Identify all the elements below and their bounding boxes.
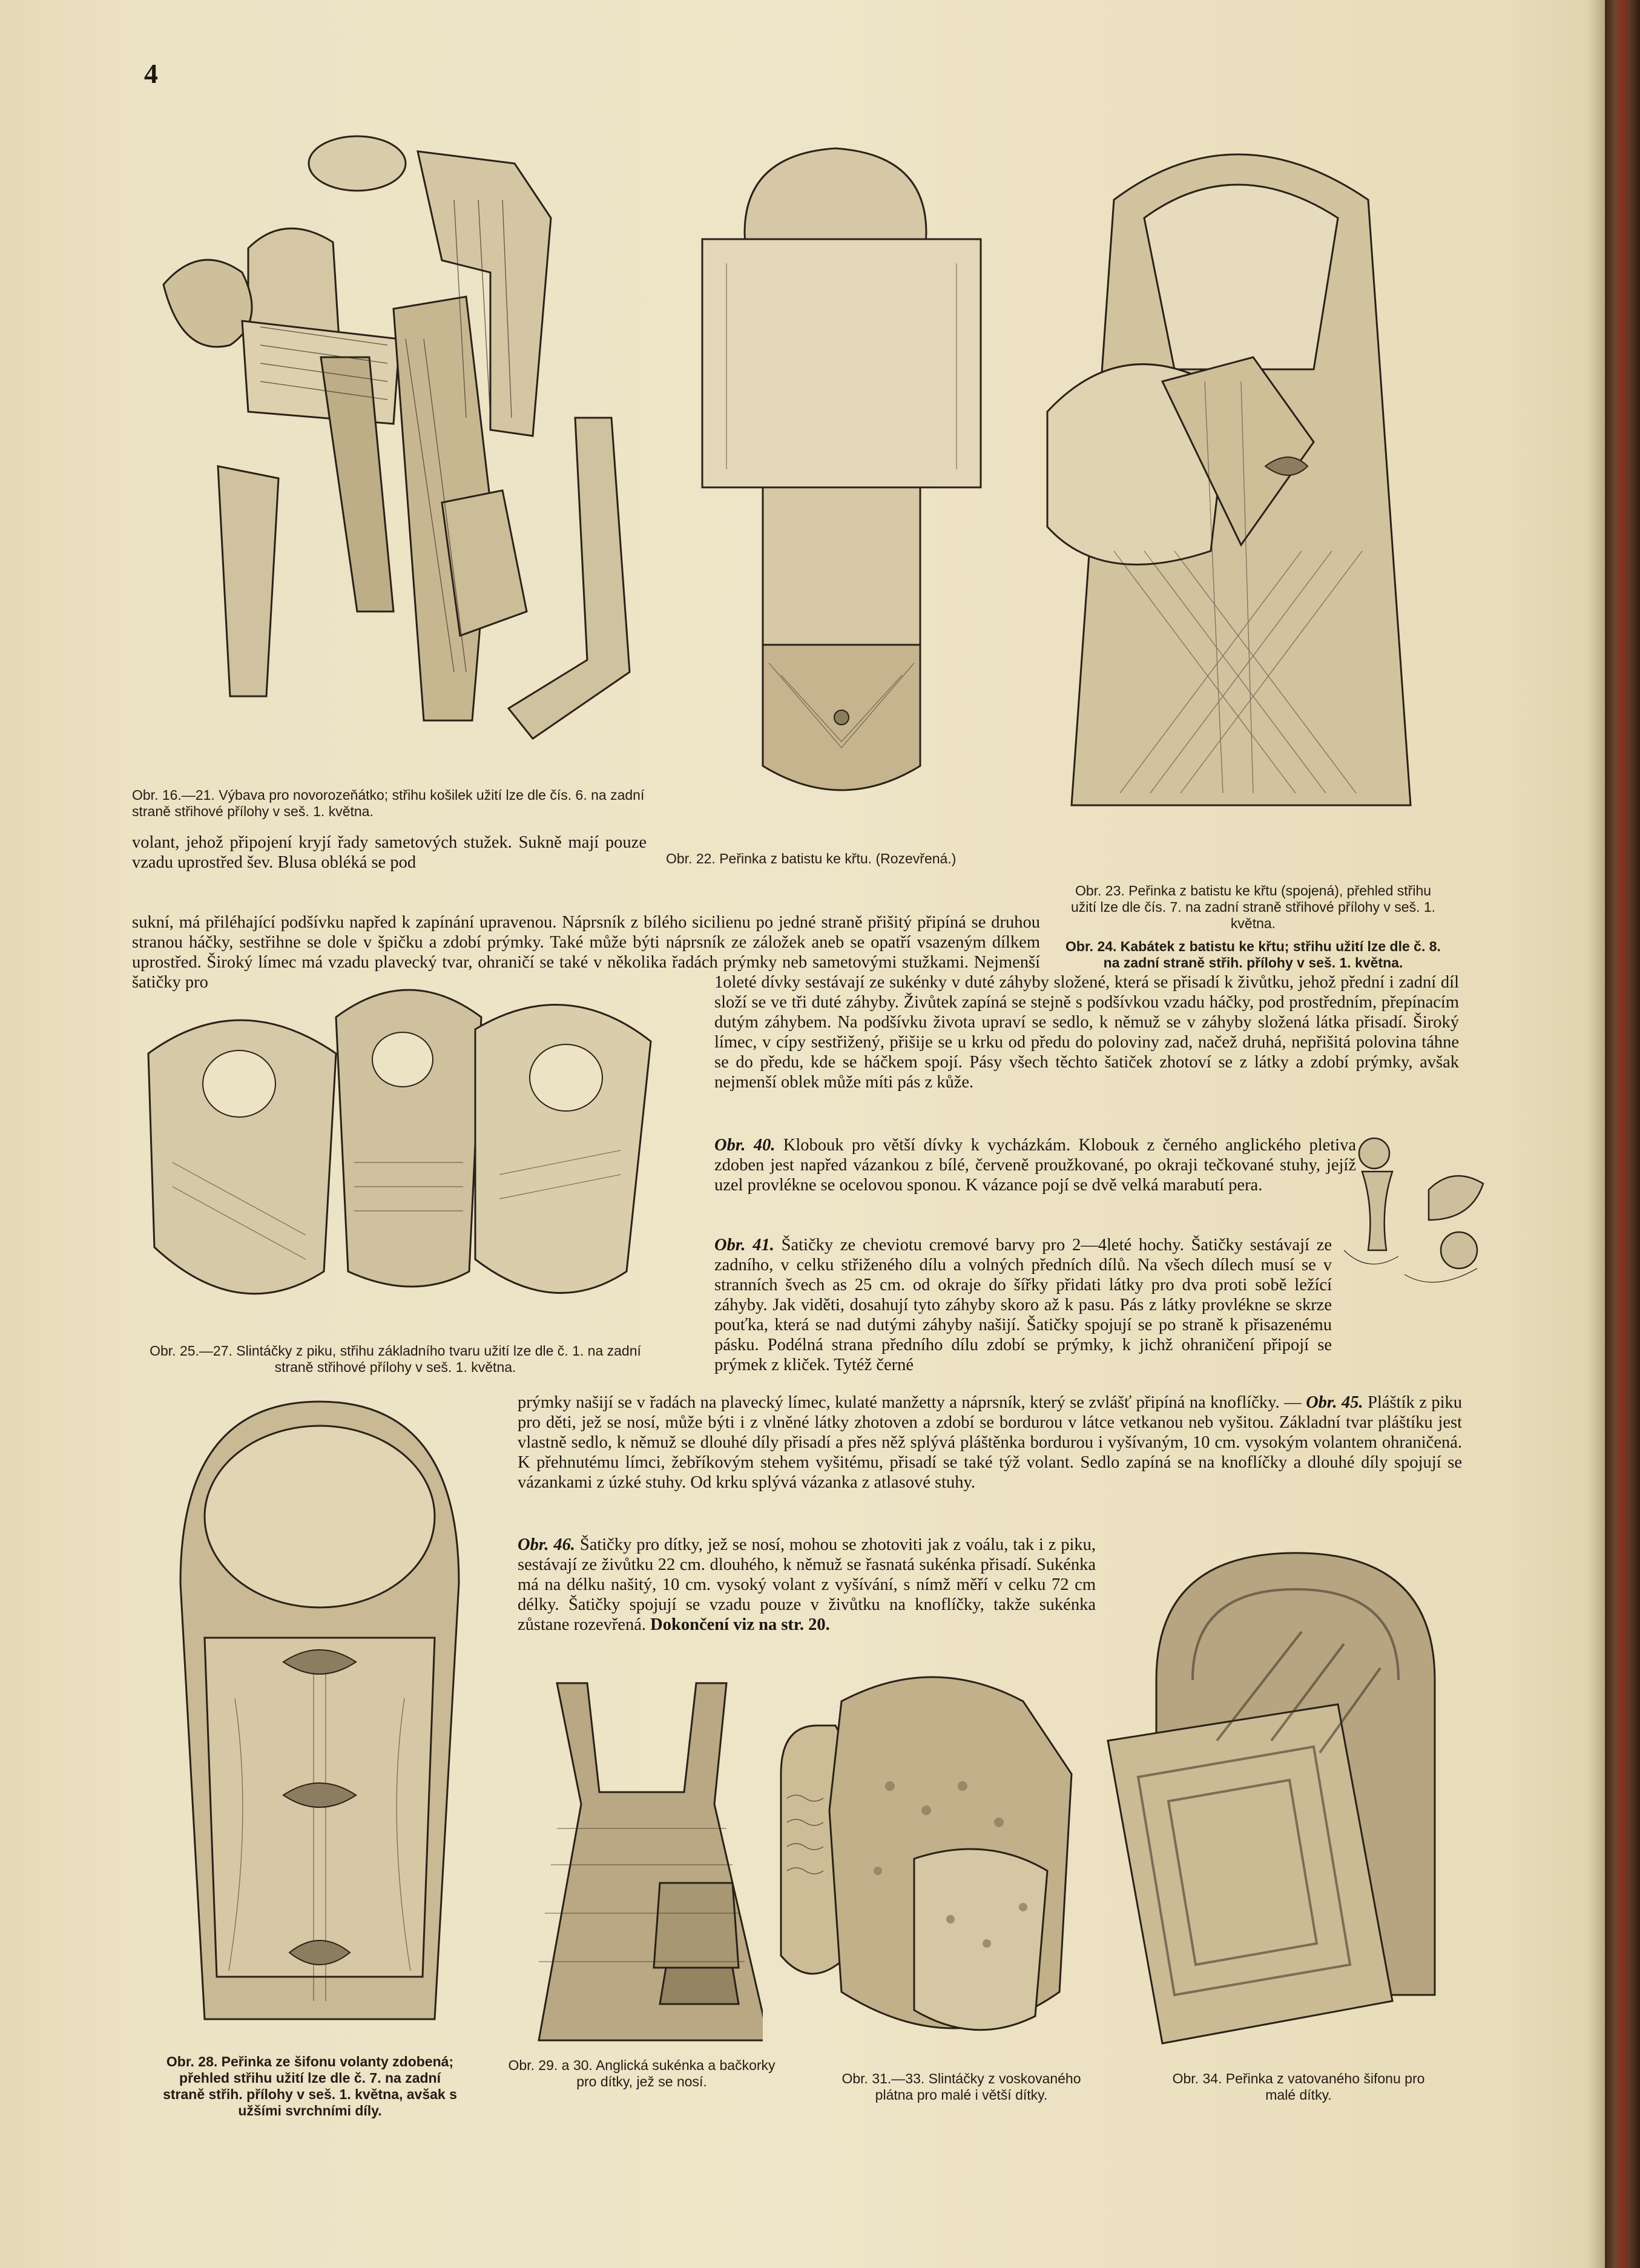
text-block-bluse: sukní, má přiléhající podšívku napřed k zapínání upravenou. Náprsník z bílého sicilienu po jedné straně přišitý připíná se druhou stranou háčky, sestřihne se dole v špičku a zdobí prýmky. Také může býti náprsník ze záložek aneb se opatří vsazeným dílkem uprostřed. Široký límec má vzadu plavecký tvar, ohraničí se také v několika řadách prýmky neb sametovými stužkami. Nejmenší šatičky pro bbox=[132, 913, 1040, 992]
caption-fig23: Obr. 23. Peřinka z batistu ke křtu (spojená), přehled střihu užití lze dle čís. 7. na zadní straně střihové přílohy v seš. 1. května. bbox=[1070, 883, 1436, 931]
figure-english-skirt-booties bbox=[521, 1671, 763, 2046]
figure-ornament-jester bbox=[1332, 1129, 1507, 1311]
obr41-label: Obr. 41. bbox=[714, 1236, 774, 1254]
obr46-label: Obr. 46. bbox=[518, 1535, 575, 1554]
figure-pique-bibs bbox=[136, 981, 663, 1308]
text-block-prymky bbox=[518, 1393, 1462, 1492]
caption-fig24: Obr. 24. Kabátek z batistu ke křtu; střihu užití lze dle č. 8. na zadní straně střih. přílohy v seš. 1. května. bbox=[1065, 938, 1441, 971]
caption-fig34: Obr. 34. Peřinka z vatovaného šifonu pro malé dítky. bbox=[1172, 2071, 1425, 2103]
caption-fig22: Obr. 22. Peřinka z batistu ke křtu. (Rozevřená.) bbox=[666, 851, 957, 866]
text-obr41 bbox=[714, 1235, 1332, 1375]
figure-christening-bunting-closed bbox=[1023, 127, 1441, 829]
caption-fig29-30: Obr. 29. a 30. Anglická sukénka a bačkorky pro dítky, jež se nosí. bbox=[508, 2057, 776, 2089]
caption-fig28: Obr. 28. Peřinka ze šifonu volanty zdobená; přehled střihu užití lze dle č. 7. na zadní straně střih. přílohy v seš. 1. května, avšak s užšími svrchními díly. bbox=[163, 2054, 457, 2118]
obr40-label: Obr. 40. bbox=[714, 1136, 776, 1155]
figure-quilted-bunting bbox=[1102, 1547, 1465, 2049]
text-obr40 bbox=[714, 1135, 1356, 1195]
figure-chiffon-bunting bbox=[162, 1396, 477, 2037]
prymky-text-a: prýmky našijí se v řadách na plavecký límec, kulaté manžetty a náprsník, který se zvlášť připíná na knoflíčky. — bbox=[518, 1393, 1302, 1412]
book-spine bbox=[1605, 0, 1640, 2268]
text-block-volant: volant, jehož připojení kryjí řady sametových stužek. Sukně mají pouze vzadu uprostřed šev. Blusa obléká se pod bbox=[132, 833, 647, 872]
figure-layette-illustration bbox=[139, 127, 666, 757]
obr45-label: Obr. 45. bbox=[1306, 1393, 1363, 1412]
continued-note: Dokončení viz na str. 20. bbox=[650, 1615, 830, 1634]
figure-christening-bunting-open bbox=[690, 142, 993, 814]
caption-fig31-33: Obr. 31.—33. Slintáčky z voskovaného plátna pro malé i větší dítky. bbox=[841, 2071, 1081, 2103]
obr41-text: Šatičky ze cheviotu cremové barvy pro 2—4leté hochy. Šatičky sestávají ze zadního, v celku střiženého dílu a volných předních dílů. Na všech dílech musí se v stranních švech as 25 cm. od okraje do šířky přidati látky pro dva proti sobě ležící záhyby. Jak viděti, dosahují tyto záhyby skoro až k pasu. Pás z látky provlékne se skrze pouťka, která se nad dutými záhyby našijí. Šatičky spojují se po straně k přisazenému pásku. Podélná strana předního dílu zdobí se prýmky, k jichž ohraničení připojí se prýmek z kliček. Tytéž černé bbox=[714, 1236, 1332, 1374]
layette-engraving bbox=[139, 127, 666, 757]
text-block-smallest-dress: 1oleté dívky sestávají ze sukénky v duté záhyby složené, která se přisadí k živůtku, jehož přední i zadní díl složí se ve tři duté záhyby. Živůtek zapíná se stejně s podšívkou vzadu háčky, pod prostředním, přepínacím dutým záhybem. Na podšívku života upraví se sedlo, k němuž se v záhyby složená látka přisadí. Široký límec, v cípy sestřižený, přišije se u krku od předu do poloviny zad, načež druhá, nepřišitá polovina táhne se do předu, kde se háčkem spojí. Pásy všech těchto šatiček zhotoví se z látky a zdobí prýmky, avšak nejmenší oblek může míti pás z kůže. bbox=[714, 973, 1459, 1092]
text-obr46 bbox=[518, 1535, 1096, 1635]
page-number: 4 bbox=[144, 58, 158, 89]
obr46-text: Šatičky pro dítky, jež se nosí, mohou se zhotoviti jak z voálu, tak i z piku, sestávají ze živůtku 22 cm. dlouhého, k němuž se řasnatá sukénka přisadí. Sukénka má na délku našitý, 10 cm. vysoký volant z vyšívání, s nímž měří v celku 72 cm délky. Šatičky spojují se vzadu pouze v živůtku na knoflíčky, takže sukénka zůstane rozevřená. bbox=[518, 1535, 1096, 1634]
obr40-text: Klobouk pro větší dívky k vycházkám. Klobouk z černého anglického pletiva zdoben jest napřed vázankou z bílé, červeně proužkované, po okraji tečkované stuhy, jejíž uzel provlékne se ocelovou sponou. K vázance pojí se dvě velká marabutí pera. bbox=[714, 1136, 1357, 1195]
binding-shadow bbox=[1587, 0, 1605, 2268]
caption-fig16-21: Obr. 16.—21. Výbava pro novorozeňátko; střihu košilek užití lze dle čís. 6. na zadní straně střihové přílohy v seš. 1. května. bbox=[132, 787, 645, 819]
prymky-text-b: Pláštík z piku pro děti, jež se nosí, může býti i z vlněné látky zhotoven a zdobí se bordurou v látce vetkanou neb vyšitou. Základní tvar pláštíku jest vlastně sedlo, k němuž se dlouhé díly přisadí a přes něž splývá pláštěnka bordurou i vyšívaným, 10 cm. vysokým volantem ohraničená. K přehnutému límci, žebříkovým stehem vyšitému, přisadí se také týž volant. Sedlo zapíná se na knoflíčky a dlouhé díly spojují se vázankami z úzké stuhy. Od krku splývá vázanka z atlasové stuhy. bbox=[518, 1393, 1462, 1492]
caption-fig25-27: Obr. 25.—27. Slintáčky z piku, střihu základního tvaru užití lze dle č. 1. na zadní straně střihové přílohy v seš. 1. května. bbox=[150, 1343, 641, 1375]
figure-oilcloth-bibs bbox=[769, 1665, 1090, 2065]
